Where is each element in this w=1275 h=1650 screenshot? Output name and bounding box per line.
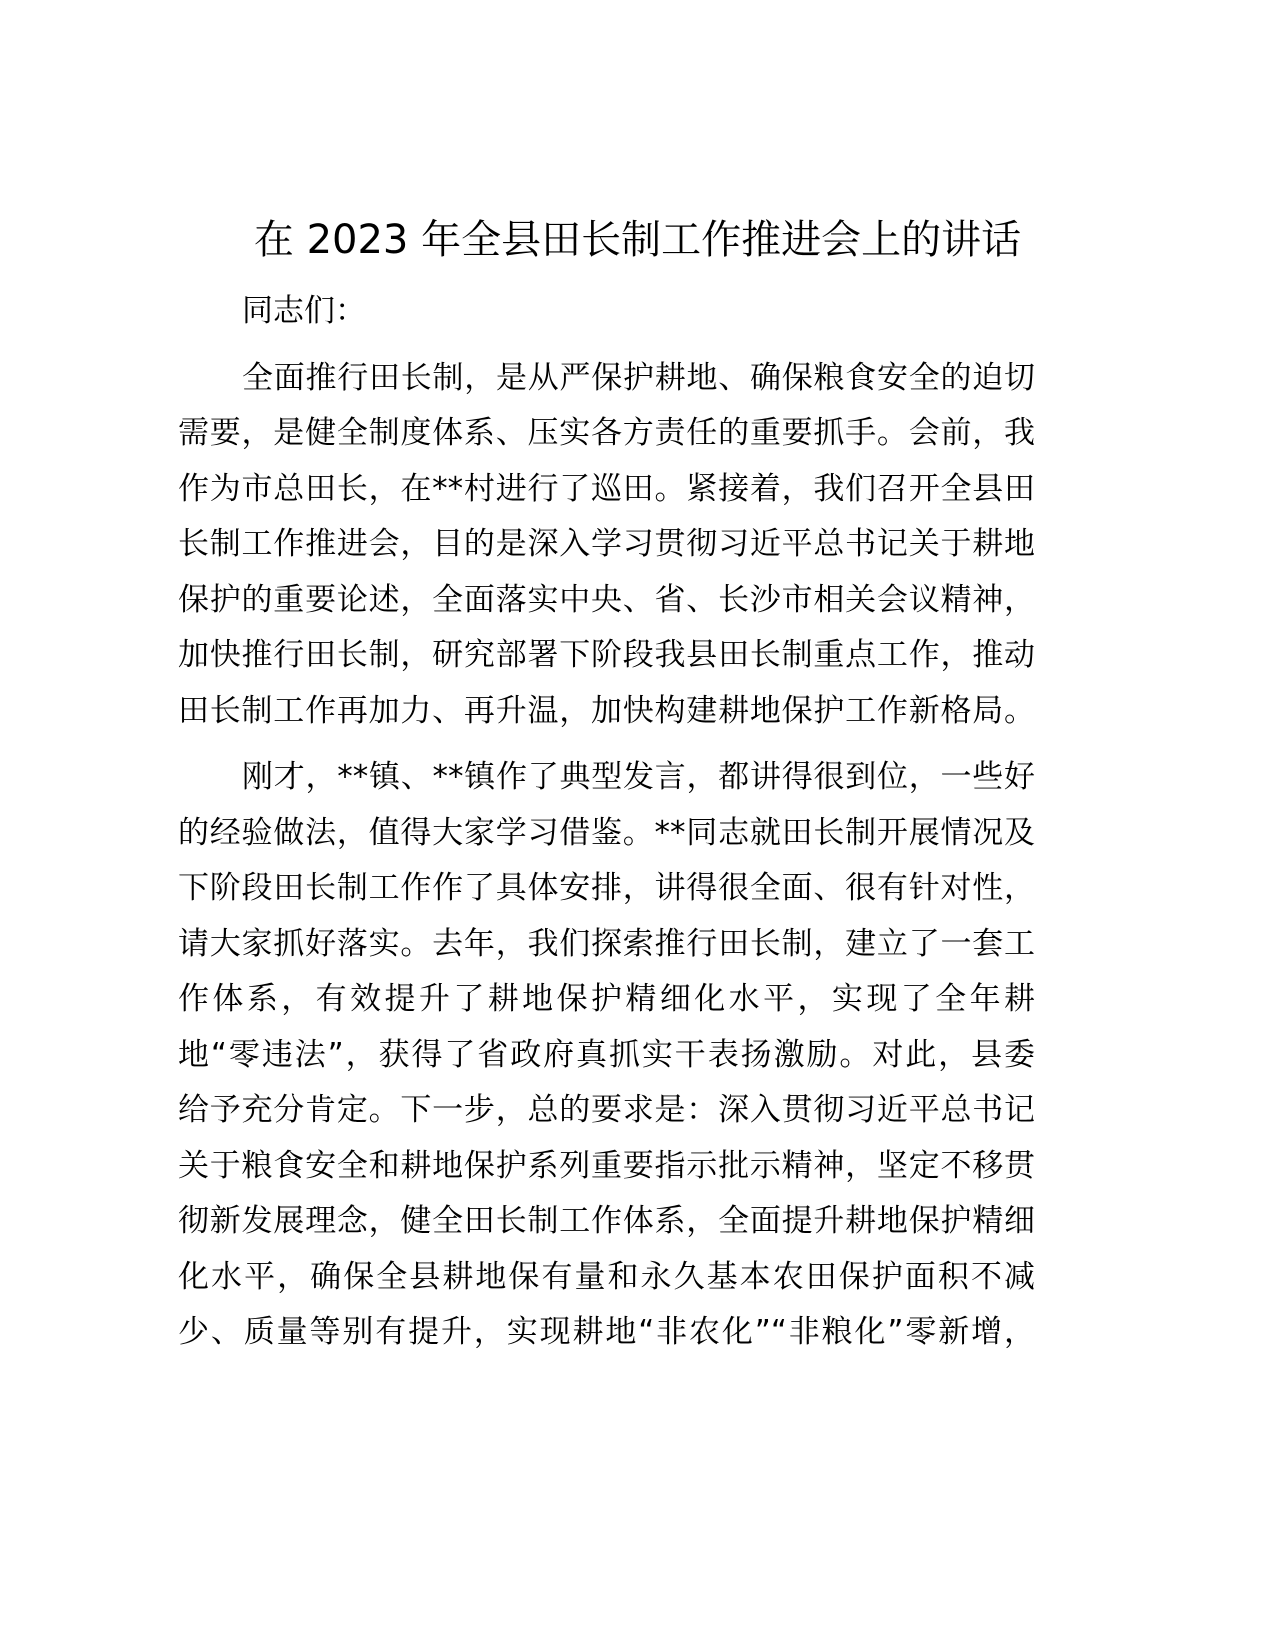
paragraph-line: 关于粮食安全和耕地保护系列重要指示批示精神，坚定不移贯 [178, 1147, 1035, 1184]
paragraph [178, 750, 1035, 1361]
paragraph-line: 给予充分肯定。下一步，总的要求是：深入贯彻习近平总书记 [178, 1092, 1035, 1128]
paragraph-line: 需要，是健全制度体系、压实各方责任的重要抓手。会前，我 [178, 415, 1035, 451]
paragraph-line: 保护的重要论述，全面落实中央、省、长沙市相关会议精神， [178, 581, 1035, 618]
paragraph-line: 少、质量等别有提升，实现耕地“非农化”“非粮化”零新增， [178, 1314, 1035, 1350]
paragraph-line: 长制工作推进会，目的是深入学习贯彻习近平总书记关于耕地 [178, 526, 1035, 562]
greeting: 同志们： [242, 293, 366, 329]
paragraph-line: 刚才，**镇、**镇作了典型发言，都讲得很到位，一些好 [242, 759, 1035, 795]
paragraph [178, 351, 1035, 740]
paragraph-line: 彻新发展理念，健全田长制工作体系，全面提升耕地保护精细 [178, 1203, 1035, 1239]
paragraph-line: 全面推行田长制，是从严保护耕地、确保粮食安全的迫切 [242, 359, 1035, 396]
paragraph-line: 的经验做法，值得大家学习借鉴。**同志就田长制开展情况及 [178, 814, 1035, 851]
paragraph-line: 作体系，有效提升了耕地保护精细化水平，实现了全年耕 [178, 981, 1035, 1017]
paragraph-line: 地“零违法”，获得了省政府真抓实干表扬激励。对此，县委 [178, 1036, 1035, 1073]
paragraph-line: 田长制工作再加力、再升温，加快构建耕地保护工作新格局。 [178, 692, 1035, 729]
paragraph-line: 加快推行田长制，研究部署下阶段我县田长制重点工作，推动 [178, 637, 1035, 673]
document-title: 在 2023 年全县田长制工作推进会上的讲话 [253, 217, 1022, 263]
paragraph-line: 化水平，确保全县耕地保有量和永久基本农田保护面积不减 [178, 1258, 1035, 1295]
document-body [178, 284, 1035, 1361]
paragraph-line: 作为市总田长，在**村进行了巡田。紧接着，我们召开全县田 [178, 470, 1035, 507]
paragraph-line: 下阶段田长制工作作了具体安排，讲得很全面、很有针对性， [178, 870, 1035, 906]
paragraph-line: 请大家抓好落实。去年，我们探索推行田长制，建立了一套工 [178, 925, 1035, 962]
